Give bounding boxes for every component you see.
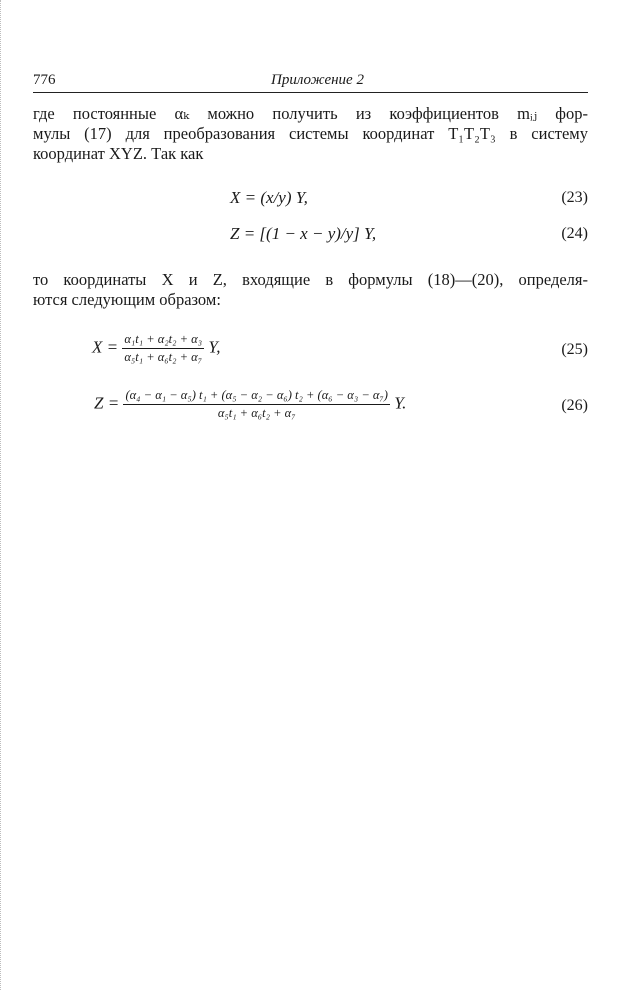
equation-26-rhs: Y. bbox=[394, 393, 407, 413]
equation-24-number: (24) bbox=[561, 225, 588, 242]
paragraph-1 bbox=[33, 104, 588, 164]
equation-25-lhs: X = bbox=[92, 337, 119, 357]
equation-26-number: (26) bbox=[561, 397, 588, 414]
paragraph-1-line-2: мулы (17) для преобразования системы координат T₁T₂T₃ в систему bbox=[33, 124, 588, 143]
equation-25-number: (25) bbox=[561, 341, 588, 358]
equation-25-numerator: α₁t₁ + α₂t₂ + α₃ bbox=[122, 332, 204, 349]
equation-23: X = (x/y) Y, bbox=[230, 188, 308, 207]
paragraph-1-line-3: координат XYZ. Так как bbox=[33, 144, 204, 163]
paragraph-2-line-1: то координаты X и Z, входящие в формулы (18)—(20), определя- bbox=[33, 270, 588, 289]
equation-26-fraction bbox=[123, 388, 390, 421]
running-title: Приложение 2 bbox=[271, 72, 364, 88]
equation-23-number: (23) bbox=[561, 189, 588, 206]
equation-26-lhs: Z = bbox=[94, 393, 120, 413]
page-header bbox=[33, 70, 588, 93]
paragraph-2-line-2: ются следующим образом: bbox=[33, 290, 221, 309]
paragraph-1-line-1: где постоянные αₖ можно получить из коэффициентов mᵢⱼ фор- bbox=[33, 104, 588, 123]
equation-25-rhs: Y, bbox=[208, 337, 221, 357]
equation-26-denominator: α₅t₁ + α₆t₂ + α₇ bbox=[217, 406, 296, 420]
equation-26-numerator: (α₄ − α₁ − α₅) t₁ + (α₅ − α₂ − α₆) t₂ + (α₆ − α₃ − α₇) bbox=[123, 388, 390, 405]
equation-24: Z = [(1 − x − y)/y] Y, bbox=[230, 224, 377, 243]
equation-26 bbox=[94, 388, 406, 421]
equation-25-denominator: α₅t₁ + α₆t₂ + α₇ bbox=[124, 350, 203, 364]
page-number: 776 bbox=[33, 72, 56, 88]
paragraph-2 bbox=[33, 270, 588, 310]
equation-25-fraction bbox=[122, 332, 204, 365]
equation-25 bbox=[92, 332, 221, 365]
page-edge bbox=[0, 0, 3, 990]
